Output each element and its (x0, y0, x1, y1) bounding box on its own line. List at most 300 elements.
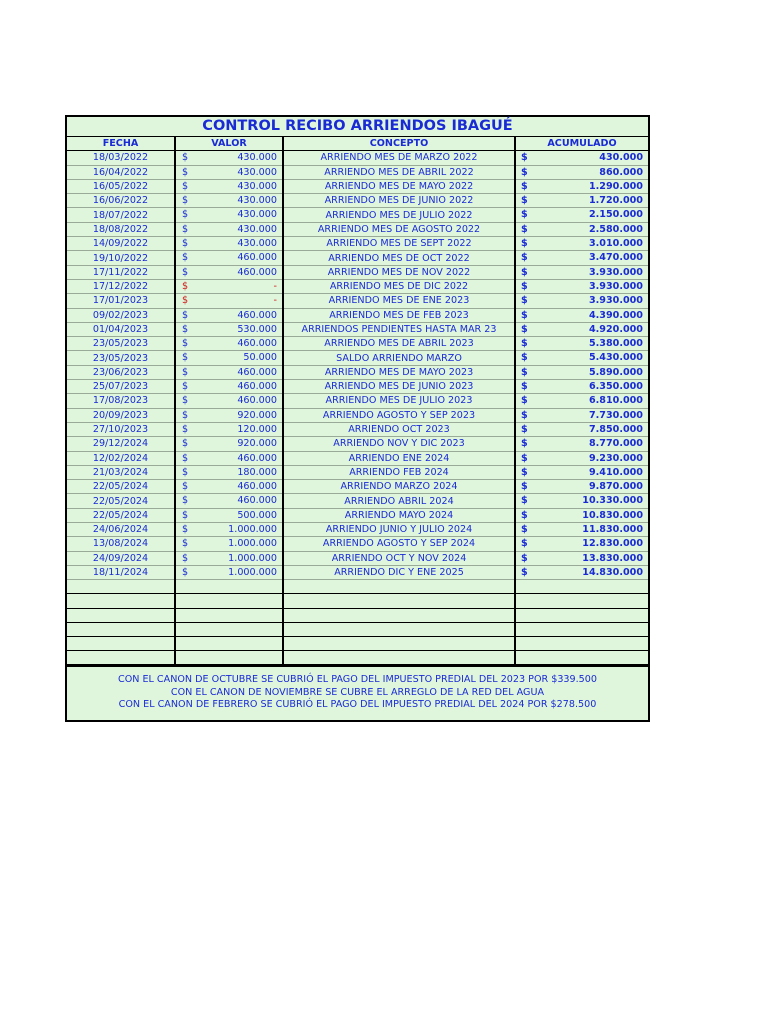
date-cell: 23/05/2023 (67, 351, 175, 365)
date-cell: 17/12/2022 (67, 279, 175, 293)
table-row (67, 494, 648, 508)
valor-cell (175, 251, 283, 265)
date-cell: 24/06/2024 (67, 523, 175, 537)
acumulado-cell (515, 251, 648, 265)
currency-sign: $ (182, 452, 189, 464)
currency-sign: $ (521, 309, 528, 321)
acumulado-amount: 860.000 (599, 166, 643, 178)
currency-sign: $ (182, 338, 189, 350)
acumulado-cell (515, 351, 648, 365)
currency-sign: $ (182, 309, 189, 321)
empty-cell (175, 622, 283, 636)
notes-section (67, 665, 648, 720)
currency-sign: $ (521, 409, 528, 421)
table-body (67, 151, 648, 665)
valor-cell (175, 480, 283, 494)
empty-cell (283, 608, 515, 622)
currency-sign: $ (182, 509, 189, 521)
table-row (67, 408, 648, 422)
acumulado-amount: 2.580.000 (588, 223, 643, 235)
header-valor: VALOR (175, 137, 283, 151)
currency-sign: $ (521, 552, 528, 564)
acumulado-amount: 11.830.000 (582, 524, 643, 536)
currency-sign: $ (182, 295, 189, 307)
acumulado-amount: 8.770.000 (588, 438, 643, 450)
concepto-cell: ARRIENDO OCT 2023 (283, 422, 515, 436)
currency-sign: $ (521, 395, 528, 407)
currency-sign: $ (521, 538, 528, 550)
date-cell: 20/09/2023 (67, 408, 175, 422)
valor-amount: 430.000 (237, 223, 277, 235)
empty-cell (515, 608, 648, 622)
valor-amount: 430.000 (237, 238, 277, 250)
currency-sign: $ (521, 509, 528, 521)
acumulado-amount: 4.920.000 (588, 323, 643, 335)
currency-sign: $ (182, 538, 189, 550)
table-row (67, 394, 648, 408)
valor-amount: - (273, 295, 277, 307)
acumulado-cell (515, 208, 648, 222)
currency-sign: $ (521, 438, 528, 450)
valor-amount: 430.000 (237, 180, 277, 192)
valor-cell (175, 508, 283, 522)
valor-cell (175, 380, 283, 394)
concepto-cell: ARRIENDO JUNIO Y JULIO 2024 (283, 523, 515, 537)
valor-amount: 460.000 (237, 481, 277, 493)
table-row (67, 194, 648, 208)
acumulado-cell (515, 480, 648, 494)
table-row (67, 251, 648, 265)
currency-sign: $ (521, 238, 528, 250)
table-row (67, 308, 648, 322)
concepto-cell: ARRIENDO MARZO 2024 (283, 480, 515, 494)
valor-amount: 430.000 (237, 195, 277, 207)
concepto-cell: ARRIENDO ENE 2024 (283, 451, 515, 465)
valor-cell (175, 208, 283, 222)
empty-cell (515, 622, 648, 636)
table-row (67, 523, 648, 537)
valor-cell (175, 437, 283, 451)
currency-sign: $ (182, 152, 189, 164)
acumulado-amount: 14.830.000 (582, 566, 643, 578)
valor-amount: 120.000 (237, 423, 277, 435)
header-acumulado: ACUMULADO (515, 137, 648, 151)
currency-sign: $ (521, 481, 528, 493)
acumulado-cell (515, 265, 648, 279)
acumulado-amount: 3.010.000 (588, 238, 643, 250)
acumulado-amount: 12.830.000 (582, 538, 643, 550)
concepto-cell: ARRIENDO MES DE AGOSTO 2022 (283, 222, 515, 236)
valor-amount: 530.000 (237, 323, 277, 335)
currency-sign: $ (182, 495, 189, 507)
concepto-cell: ARRIENDO AGOSTO Y SEP 2023 (283, 408, 515, 422)
currency-sign: $ (521, 466, 528, 478)
date-cell: 19/10/2022 (67, 251, 175, 265)
acumulado-amount: 13.830.000 (582, 552, 643, 564)
table-row (67, 265, 648, 279)
currency-sign: $ (182, 238, 189, 250)
table-row (67, 380, 648, 394)
table-row (67, 294, 648, 308)
concepto-cell: ARRIENDO MES DE JULIO 2022 (283, 208, 515, 222)
acumulado-amount: 6.350.000 (588, 381, 643, 393)
acumulado-cell (515, 437, 648, 451)
table-row (67, 508, 648, 522)
acumulado-cell (515, 308, 648, 322)
valor-cell (175, 422, 283, 436)
acumulado-amount: 5.890.000 (588, 366, 643, 378)
acumulado-cell (515, 537, 648, 551)
table-row (67, 237, 648, 251)
concepto-cell: ARRIENDOS PENDIENTES HASTA MAR 23 (283, 322, 515, 336)
currency-sign: $ (182, 524, 189, 536)
valor-cell (175, 179, 283, 193)
date-cell: 14/09/2022 (67, 237, 175, 251)
valor-cell (175, 308, 283, 322)
valor-amount: 1.000.000 (228, 566, 277, 578)
valor-amount: 460.000 (237, 495, 277, 507)
empty-cell (283, 580, 515, 594)
table-row (67, 351, 648, 365)
date-cell: 16/05/2022 (67, 179, 175, 193)
table-row (67, 537, 648, 551)
date-cell: 17/11/2022 (67, 265, 175, 279)
date-cell: 18/08/2022 (67, 222, 175, 236)
currency-sign: $ (521, 524, 528, 536)
acumulado-amount: 430.000 (599, 152, 643, 164)
empty-cell (515, 594, 648, 608)
acumulado-cell (515, 508, 648, 522)
table-row (67, 279, 648, 293)
table-row (67, 451, 648, 465)
empty-cell (175, 580, 283, 594)
valor-amount: 920.000 (237, 409, 277, 421)
valor-cell (175, 194, 283, 208)
concepto-cell: ARRIENDO MES DE MAYO 2022 (283, 179, 515, 193)
currency-sign: $ (182, 366, 189, 378)
valor-amount: 460.000 (237, 252, 277, 264)
table-row (67, 551, 648, 565)
note-line: CON EL CANON DE FEBRERO SE CUBRIÓ EL PAGO DEL IMPUESTO PREDIAL DEL 2024 POR $278.500 (118, 699, 597, 711)
currency-sign: $ (521, 280, 528, 292)
currency-sign: $ (521, 323, 528, 335)
valor-cell (175, 279, 283, 293)
valor-cell (175, 322, 283, 336)
acumulado-cell (515, 222, 648, 236)
valor-cell (175, 365, 283, 379)
empty-row (67, 608, 648, 622)
empty-cell (283, 636, 515, 650)
concepto-cell: ARRIENDO MES DE NOV 2022 (283, 265, 515, 279)
date-cell: 29/12/2024 (67, 437, 175, 451)
empty-cell (283, 594, 515, 608)
empty-row (67, 622, 648, 636)
concepto-cell: ARRIENDO MES DE FEB 2023 (283, 308, 515, 322)
table-row (67, 480, 648, 494)
date-cell: 17/08/2023 (67, 394, 175, 408)
acumulado-cell (515, 237, 648, 251)
acumulado-cell (515, 322, 648, 336)
acumulado-amount: 5.380.000 (588, 338, 643, 350)
valor-cell (175, 494, 283, 508)
currency-sign: $ (182, 352, 189, 364)
currency-sign: $ (182, 195, 189, 207)
acumulado-cell (515, 523, 648, 537)
valor-amount: 460.000 (237, 395, 277, 407)
empty-row (67, 594, 648, 608)
empty-cell (175, 594, 283, 608)
table-row (67, 337, 648, 351)
valor-amount: 460.000 (237, 381, 277, 393)
valor-cell (175, 351, 283, 365)
empty-cell (175, 608, 283, 622)
acumulado-amount: 7.730.000 (588, 409, 643, 421)
table-row (67, 322, 648, 336)
currency-sign: $ (521, 495, 528, 507)
concepto-cell: ARRIENDO FEB 2024 (283, 465, 515, 479)
currency-sign: $ (182, 323, 189, 335)
concepto-cell: ARRIENDO MES DE JULIO 2023 (283, 394, 515, 408)
empty-cell (67, 594, 175, 608)
date-cell: 13/08/2024 (67, 537, 175, 551)
acumulado-cell (515, 294, 648, 308)
valor-amount: 430.000 (237, 152, 277, 164)
valor-cell (175, 565, 283, 579)
note-line: CON EL CANON DE OCTUBRE SE CUBRIÓ EL PAGO DEL IMPUESTO PREDIAL DEL 2023 POR $339.500 (118, 674, 597, 686)
table-row (67, 179, 648, 193)
table-row (67, 365, 648, 379)
acumulado-cell (515, 151, 648, 165)
valor-amount: 180.000 (237, 466, 277, 478)
currency-sign: $ (521, 381, 528, 393)
acumulado-cell (515, 451, 648, 465)
empty-cell (515, 580, 648, 594)
currency-sign: $ (521, 423, 528, 435)
currency-sign: $ (182, 466, 189, 478)
currency-sign: $ (521, 209, 528, 221)
empty-cell (67, 580, 175, 594)
table-row (67, 165, 648, 179)
acumulado-cell (515, 365, 648, 379)
concepto-cell: ARRIENDO MAYO 2024 (283, 508, 515, 522)
concepto-cell: ARRIENDO MES DE JUNIO 2023 (283, 380, 515, 394)
header-concepto: CONCEPTO (283, 137, 515, 151)
valor-amount: 1.000.000 (228, 524, 277, 536)
acumulado-cell (515, 279, 648, 293)
currency-sign: $ (182, 409, 189, 421)
date-cell: 23/06/2023 (67, 365, 175, 379)
valor-cell (175, 265, 283, 279)
acumulado-cell (515, 194, 648, 208)
currency-sign: $ (521, 352, 528, 364)
concepto-cell: ARRIENDO NOV Y DIC 2023 (283, 437, 515, 451)
empty-cell (283, 622, 515, 636)
currency-sign: $ (182, 438, 189, 450)
valor-amount: 460.000 (237, 309, 277, 321)
table-row (67, 151, 648, 165)
currency-sign: $ (521, 166, 528, 178)
acumulado-cell (515, 551, 648, 565)
acumulado-amount: 2.150.000 (588, 209, 643, 221)
acumulado-cell (515, 422, 648, 436)
valor-amount: 460.000 (237, 266, 277, 278)
valor-amount: 500.000 (237, 509, 277, 521)
valor-cell (175, 408, 283, 422)
concepto-cell: ARRIENDO DIC Y ENE 2025 (283, 565, 515, 579)
acumulado-amount: 1.290.000 (588, 180, 643, 192)
valor-cell (175, 237, 283, 251)
table-row (67, 565, 648, 579)
valor-amount: - (273, 280, 277, 292)
acumulado-amount: 3.930.000 (588, 280, 643, 292)
date-cell: 21/03/2024 (67, 465, 175, 479)
acumulado-amount: 10.830.000 (582, 509, 643, 521)
currency-sign: $ (521, 366, 528, 378)
concepto-cell: ARRIENDO MES DE ABRIL 2023 (283, 337, 515, 351)
currency-sign: $ (182, 552, 189, 564)
rent-table (67, 137, 648, 665)
acumulado-amount: 10.330.000 (582, 495, 643, 507)
sheet-title: CONTROL RECIBO ARRIENDOS IBAGUÉ (67, 117, 648, 137)
valor-cell (175, 165, 283, 179)
concepto-cell: ARRIENDO MES DE SEPT 2022 (283, 237, 515, 251)
valor-cell (175, 151, 283, 165)
empty-cell (515, 651, 648, 665)
concepto-cell: SALDO ARRIENDO MARZO (283, 351, 515, 365)
valor-amount: 460.000 (237, 338, 277, 350)
date-cell: 25/07/2023 (67, 380, 175, 394)
acumulado-cell (515, 465, 648, 479)
table-row (67, 208, 648, 222)
empty-row (67, 651, 648, 665)
concepto-cell: ARRIENDO ABRIL 2024 (283, 494, 515, 508)
currency-sign: $ (521, 338, 528, 350)
acumulado-cell (515, 494, 648, 508)
date-cell: 22/05/2024 (67, 494, 175, 508)
date-cell: 17/01/2023 (67, 294, 175, 308)
acumulado-amount: 3.470.000 (588, 252, 643, 264)
date-cell: 18/03/2022 (67, 151, 175, 165)
date-cell: 24/09/2024 (67, 551, 175, 565)
currency-sign: $ (182, 381, 189, 393)
currency-sign: $ (521, 452, 528, 464)
concepto-cell: ARRIENDO MES DE DIC 2022 (283, 279, 515, 293)
date-cell: 18/07/2022 (67, 208, 175, 222)
table-row (67, 422, 648, 436)
empty-cell (175, 651, 283, 665)
valor-cell (175, 465, 283, 479)
currency-sign: $ (182, 395, 189, 407)
date-cell: 18/11/2024 (67, 565, 175, 579)
note-line: CON EL CANON DE NOVIEMBRE SE CUBRE EL ARREGLO DE LA RED DEL AGUA (170, 686, 545, 698)
currency-sign: $ (182, 280, 189, 292)
valor-amount: 430.000 (237, 166, 277, 178)
acumulado-amount: 3.930.000 (588, 295, 643, 307)
table-row (67, 465, 648, 479)
empty-row (67, 636, 648, 650)
empty-cell (67, 636, 175, 650)
empty-cell (67, 651, 175, 665)
acumulado-cell (515, 179, 648, 193)
currency-sign: $ (521, 266, 528, 278)
table-row (67, 222, 648, 236)
valor-cell (175, 523, 283, 537)
acumulado-amount: 9.870.000 (588, 481, 643, 493)
concepto-cell: ARRIENDO MES DE JUNIO 2022 (283, 194, 515, 208)
currency-sign: $ (182, 223, 189, 235)
valor-amount: 50.000 (243, 352, 277, 364)
acumulado-amount: 9.230.000 (588, 452, 643, 464)
date-cell: 16/06/2022 (67, 194, 175, 208)
valor-cell (175, 537, 283, 551)
date-cell: 27/10/2023 (67, 422, 175, 436)
date-cell: 22/05/2024 (67, 508, 175, 522)
acumulado-amount: 7.850.000 (588, 423, 643, 435)
currency-sign: $ (182, 180, 189, 192)
valor-amount: 460.000 (237, 366, 277, 378)
concepto-cell: ARRIENDO MES DE OCT 2022 (283, 251, 515, 265)
currency-sign: $ (521, 195, 528, 207)
currency-sign: $ (182, 266, 189, 278)
empty-cell (67, 622, 175, 636)
concepto-cell: ARRIENDO MES DE MARZO 2022 (283, 151, 515, 165)
date-cell: 22/05/2024 (67, 480, 175, 494)
valor-cell (175, 337, 283, 351)
acumulado-cell (515, 380, 648, 394)
concepto-cell: ARRIENDO OCT Y NOV 2024 (283, 551, 515, 565)
acumulado-cell (515, 394, 648, 408)
acumulado-amount: 3.930.000 (588, 266, 643, 278)
valor-amount: 460.000 (237, 452, 277, 464)
currency-sign: $ (521, 223, 528, 235)
currency-sign: $ (521, 152, 528, 164)
valor-amount: 920.000 (237, 438, 277, 450)
valor-amount: 1.000.000 (228, 538, 277, 550)
currency-sign: $ (182, 252, 189, 264)
date-cell: 16/04/2022 (67, 165, 175, 179)
empty-cell (67, 608, 175, 622)
header-fecha: FECHA (67, 137, 175, 151)
acumulado-amount: 1.720.000 (588, 195, 643, 207)
currency-sign: $ (521, 566, 528, 578)
currency-sign: $ (182, 166, 189, 178)
empty-cell (283, 651, 515, 665)
valor-cell (175, 451, 283, 465)
currency-sign: $ (521, 252, 528, 264)
currency-sign: $ (182, 481, 189, 493)
empty-cell (175, 636, 283, 650)
valor-cell (175, 551, 283, 565)
header-row (67, 137, 648, 151)
empty-row (67, 580, 648, 594)
rent-receipt-sheet (65, 115, 650, 722)
concepto-cell: ARRIENDO MES DE ENE 2023 (283, 294, 515, 308)
concepto-cell: ARRIENDO AGOSTO Y SEP 2024 (283, 537, 515, 551)
acumulado-cell (515, 165, 648, 179)
acumulado-cell (515, 565, 648, 579)
concepto-cell: ARRIENDO MES DE ABRIL 2022 (283, 165, 515, 179)
acumulado-cell (515, 408, 648, 422)
acumulado-amount: 4.390.000 (588, 309, 643, 321)
currency-sign: $ (182, 566, 189, 578)
valor-cell (175, 394, 283, 408)
acumulado-cell (515, 337, 648, 351)
valor-amount: 1.000.000 (228, 552, 277, 564)
valor-cell (175, 294, 283, 308)
valor-amount: 430.000 (237, 209, 277, 221)
currency-sign: $ (182, 209, 189, 221)
currency-sign: $ (182, 423, 189, 435)
